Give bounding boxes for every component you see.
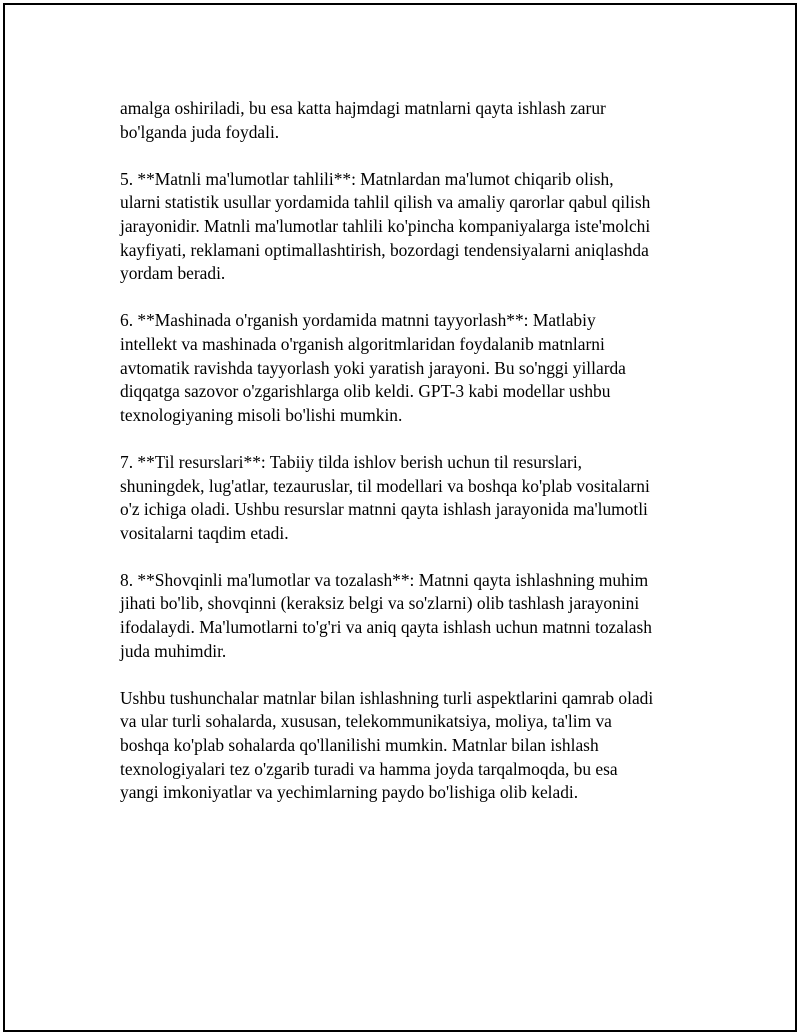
document-body (120, 97, 690, 828)
paragraph-continuation: amalga oshiriladi, bu esa katta hajmdagi matnlarni qayta ishlash zarur bo'lganda juda foydali. (120, 98, 606, 142)
paragraph-item-5: 5. **Matnli ma'lumotlar tahlili**: Matnlardan ma'lumot chiqarib olish, ularni statistik usullar yordamida tahlil qilish va amaliy qarorlar qabul qilish jarayonidir. Matnli ma'lumotlar tahlili ko'pincha kompaniyalarga iste'molchi kayfiyati, reklamani optimallashtirish, bozordagi tendensiyalarni aniqlashda yordam beradi. (120, 168, 651, 284)
document-page (3, 3, 797, 1032)
paragraph-conclusion: Ushbu tushunchalar matnlar bilan ishlashning turli aspektlarini qamrab oladi va ular turli sohalarda, xususan, telekommunikatsiya, moliya, ta'lim va boshqa ko'plab sohalarda qo'llanilishi mumkin. Matnlar bilan ishlash texnologiyalari tez o'zgarib turadi va hamma joyda tarqalmoqda, bu esa yangi imkoniyatlar va yechimlarning paydo bo'lishiga olib keladi. (120, 687, 654, 803)
paragraph-item-6: 6. **Mashinada o'rganish yordamida matnni tayyorlash**: Matlabiy intellekt va mashinada o'rganish algoritmlaridan foydalanib matnlarni avtomatik ravishda tayyorlash yoki yaratish jarayoni. Bu so'nggi yillarda diqqatga sazovor o'zgarishlarga olib keldi. GPT-3 kabi modellar ushbu texnologiyaning misoli bo'lishi mumkin. (120, 310, 626, 425)
paragraph-item-8: 8. **Shovqinli ma'lumotlar va tozalash**: Matnni qayta ishlashning muhim jihati bo'lib, shovqinni (keraksiz belgi va so'zlarni) olib tashlash jarayonini ifodalaydi. Ma'lumotlarni to'g'ri va aniq qayta ishlash uchun matnni tozalash juda muhimdir. (120, 569, 652, 661)
paragraph-item-7: 7. **Til resurslari**: Tabiiy tilda ishlov berish uchun til resurslari, shuningdek, lug'atlar, tezauruslar, til modellari va boshqa ko'plab vositalarni o'z ichiga oladi. Ushbu resurslar matnni qayta ishlash jarayonida ma'lumotli vositalarni taqdim etadi. (120, 451, 650, 543)
